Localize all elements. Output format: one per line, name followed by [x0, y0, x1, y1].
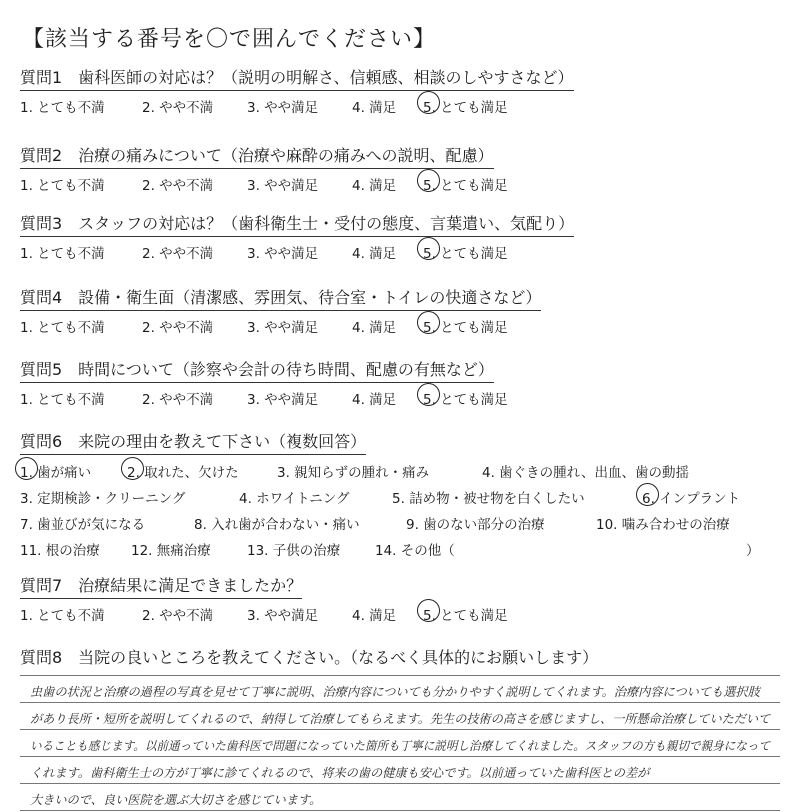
question-title: 質問5 時間について（診察や会計の待ち時間、配慮の有無など）: [20, 360, 494, 383]
handwritten-line: 大きいので、良い医院を選ぶ大切さを感じています。: [30, 793, 322, 807]
option-4[interactable]: 4. 満足: [352, 100, 397, 116]
question-title: 質問3 スタッフの対応は？（歯科衛生士・受付の態度、言葉遣い、気配り）: [20, 214, 574, 237]
option-4[interactable]: 4. 満足: [352, 608, 397, 624]
option-2[interactable]: 2. やや不満: [142, 100, 214, 116]
selection-circle: [417, 169, 440, 192]
question-4: [20, 288, 780, 336]
ruled-line: [20, 675, 780, 676]
other-close-paren: ）: [746, 543, 760, 559]
option-4[interactable]: 4. 満足: [352, 320, 397, 336]
reason-row-3: [20, 510, 780, 534]
reason-alignment[interactable]: 7. 歯並びが気になる: [20, 517, 146, 533]
option-5[interactable]: 5. とても満足: [423, 392, 508, 408]
option-1[interactable]: 1. とても不満: [20, 608, 105, 624]
reason-painless[interactable]: 12. 無痛治療: [131, 543, 211, 559]
reason-dentures[interactable]: 8. 入れ歯が合わない・痛い: [194, 517, 360, 533]
ruled-line: [20, 756, 780, 757]
answer-area[interactable]: [20, 675, 780, 812]
option-3[interactable]: 3. やや満足: [247, 246, 319, 262]
question-2: [20, 146, 780, 194]
option-2[interactable]: 2. やや不満: [142, 246, 214, 262]
option-1[interactable]: 1. とても不満: [20, 320, 105, 336]
selection-circle: [417, 237, 440, 260]
rating-options: [20, 240, 780, 262]
option-1[interactable]: 1. とても不満: [20, 100, 105, 116]
rating-options: [20, 314, 780, 336]
reason-broken-chipped[interactable]: 2. 取れた、欠けた: [127, 465, 239, 481]
question-title: 質問4 設備・衛生面（清潔感、雰囲気、待合室・トイレの快適さなど）: [20, 288, 541, 311]
option-1[interactable]: 1. とても不満: [20, 392, 105, 408]
question-title: 質問2 治療の痛みについて（治療や麻酔の痛みへの説明、配慮）: [20, 146, 494, 169]
option-5[interactable]: 5. とても満足: [423, 246, 508, 262]
option-2[interactable]: 2. やや不満: [142, 608, 214, 624]
option-3[interactable]: 3. やや満足: [247, 320, 319, 336]
question-title: 質問1 歯科医師の対応は？（説明の明解さ、信頼感、相談のしやすさなど）: [20, 68, 574, 91]
question-6: [20, 432, 780, 560]
option-3[interactable]: 3. やや満足: [247, 392, 319, 408]
question-5: [20, 360, 780, 408]
option-1[interactable]: 1. とても不満: [20, 178, 105, 194]
rating-options: [20, 602, 780, 624]
option-1[interactable]: 1. とても不満: [20, 246, 105, 262]
question-title: 質問7 治療結果に満足できましたか？: [20, 576, 302, 599]
reason-white-fillings[interactable]: 5. 詰め物・被せ物を白くしたい: [392, 491, 585, 507]
reason-toothache[interactable]: 1. 歯が痛い: [20, 465, 92, 481]
handwritten-line: いることも感じます。以前通っていた歯科医で問題になっていた箇所も丁寧に説明し治療してくれました。スタッフの方も親切で親身になって: [30, 739, 771, 753]
ruled-line: [20, 702, 780, 703]
option-2[interactable]: 2. やや不満: [142, 320, 214, 336]
ruled-line: [20, 783, 780, 784]
rating-options: [20, 94, 780, 116]
question-title: 質問6 来院の理由を教えて下さい（複数回答）: [20, 432, 366, 455]
selection-circle: [417, 91, 440, 114]
option-2[interactable]: 2. やや不満: [142, 178, 214, 194]
question-8: [20, 648, 780, 670]
option-2[interactable]: 2. やや不満: [142, 392, 214, 408]
ruled-line: [20, 810, 780, 811]
rating-options: [20, 386, 780, 408]
question-3: [20, 214, 780, 262]
reason-whitening[interactable]: 4. ホワイトニング: [239, 491, 350, 507]
option-4[interactable]: 4. 満足: [352, 246, 397, 262]
question-1: [20, 68, 780, 116]
question-title: 質問8 当院の良いところを教えてください。（なるべく具体的にお願いします）: [20, 648, 599, 667]
selection-circle: [417, 599, 440, 622]
handwritten-line: があり長所・短所を説明してくれるので、納得して治療してもらえます。先生の技術の高さを感じますし、一所懸命治療していただいて: [30, 712, 771, 726]
rating-options: [20, 172, 780, 194]
form-heading: 【該当する番号を〇で囲んでください】: [22, 27, 437, 52]
option-4[interactable]: 4. 満足: [352, 178, 397, 194]
option-3[interactable]: 3. やや満足: [247, 100, 319, 116]
selection-circle: [15, 457, 38, 480]
option-5[interactable]: 5. とても満足: [423, 320, 508, 336]
selection-circle: [121, 457, 144, 480]
reason-children[interactable]: 13. 子供の治療: [247, 543, 341, 559]
handwritten-line: くれます。歯科衛生士の方が丁寧に診てくれるので、将来の歯の健康も安心です。以前通っていた歯科医との差が: [30, 766, 650, 780]
reason-missing-teeth[interactable]: 9. 歯のない部分の治療: [406, 517, 545, 533]
question-7: [20, 576, 780, 624]
ruled-line: [20, 729, 780, 730]
reason-implant[interactable]: 6. インプラント: [642, 491, 741, 507]
reason-checkup-cleaning[interactable]: 3. 定期検診・クリーニング: [20, 491, 186, 507]
option-3[interactable]: 3. やや満足: [247, 178, 319, 194]
reason-other[interactable]: 14. その他（: [375, 543, 455, 559]
option-5[interactable]: 5. とても満足: [423, 608, 508, 624]
option-5[interactable]: 5. とても満足: [423, 100, 508, 116]
selection-circle: [417, 383, 440, 406]
selection-circle: [636, 483, 659, 506]
reason-row-2: [20, 484, 780, 508]
selection-circle: [417, 311, 440, 334]
reason-row-1: [20, 458, 780, 482]
reason-root-canal[interactable]: 11. 根の治療: [20, 543, 100, 559]
reason-row-4: [20, 536, 780, 560]
reason-wisdom-tooth[interactable]: 3. 親知らずの腫れ・痛み: [277, 465, 430, 481]
option-5[interactable]: 5. とても満足: [423, 178, 508, 194]
option-3[interactable]: 3. やや満足: [247, 608, 319, 624]
reason-gum-swelling[interactable]: 4. 歯ぐきの腫れ、出血、歯の動揺: [482, 465, 689, 481]
reason-bite[interactable]: 10. 噛み合わせの治療: [596, 517, 730, 533]
handwritten-line: 虫歯の状況と治療の過程の写真を見せて丁寧に説明、治療内容についても分かりやすく説明してくれます。治療内容についても選択肢: [30, 685, 760, 699]
option-4[interactable]: 4. 満足: [352, 392, 397, 408]
